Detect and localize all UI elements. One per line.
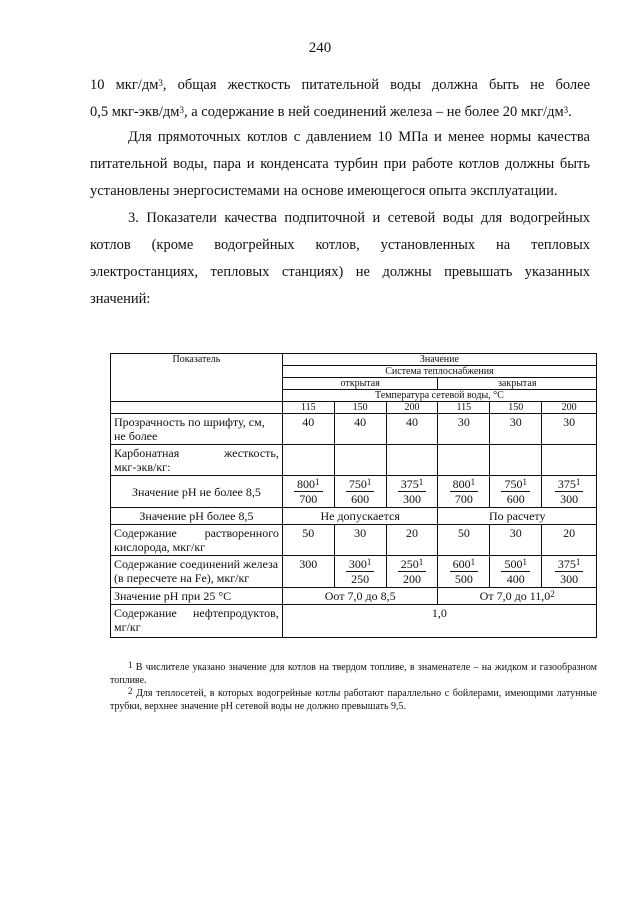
cell-value: 50	[438, 525, 490, 556]
table-row	[111, 605, 597, 638]
cell-value: 30	[334, 525, 386, 556]
cell-value: 30	[542, 414, 597, 445]
table-row	[111, 525, 597, 556]
table-row	[111, 508, 597, 525]
table-header-row	[111, 354, 597, 366]
paragraph2-line2: питательной воды, пара и конденсата турбин при работе котлов должны быть	[90, 156, 590, 172]
row-label	[111, 445, 283, 476]
header-system: Система теплоснабжения	[282, 366, 596, 378]
footnote-1-mark: 1	[128, 660, 133, 670]
paragraph1-line2	[90, 99, 590, 126]
cell-value: По расчету	[438, 508, 597, 525]
header-closed: закрытая	[438, 378, 597, 390]
cell-fraction: $\frac{375^1}{300}$	[386, 476, 438, 508]
footnote-1-text: В числителе указано значение для котлов на твердом топливе, в знаменателе – на жидком и газообразном топливе.	[110, 662, 597, 686]
carbonate-a: Карбонатная	[114, 446, 180, 460]
cell-value: 1,0	[282, 605, 596, 638]
carbonate-b: жесткость,	[223, 446, 279, 460]
paragraph3-line3: электростанциях, тепловых станциях) не должны превышать указанных	[90, 264, 590, 280]
footnote-1	[110, 661, 597, 687]
cell-empty	[542, 445, 597, 476]
cell-fraction: $\frac{800^1}{700}$	[438, 476, 490, 508]
cell-value: Не допускается	[282, 508, 438, 525]
cell-empty	[438, 445, 490, 476]
temp-cell: 200	[542, 402, 597, 414]
row-label: Значение pH не более 8,5	[111, 476, 283, 508]
paragraph-boiler-feedwater	[90, 72, 590, 126]
p1-l2-sup1: 3	[179, 105, 184, 115]
cell-fraction: $\frac{375^1}{300}$	[542, 476, 597, 508]
temp-cell: 115	[282, 402, 334, 414]
paragraph2-line3: установлены энергосистемами на основе имеющегося опыта эксплуатации.	[90, 183, 558, 199]
footnote-2-mark: 2	[128, 686, 133, 696]
cell-value: 20	[542, 525, 597, 556]
p1-l2-b: , а содержание в ней соединений железа – не более 20 мкг/дм	[183, 104, 564, 120]
carbonate-label-line	[114, 446, 279, 460]
paragraph2-line1: Для прямоточных котлов с давлением 10 МПа и менее нормы качества	[128, 129, 590, 145]
paragraph-hot-water-boilers	[90, 205, 590, 313]
cell-fraction: $\frac{500^1}{400}$	[490, 556, 542, 588]
header-open: открытая	[282, 378, 438, 390]
cell-fraction: $\frac{800^1}{700}$	[282, 476, 334, 508]
row-label: Значение pH при 25 °C	[111, 588, 283, 605]
table-header-row	[111, 402, 597, 414]
footnote-2-text: Для теплосетей, в которых водогрейные котлы работают параллельно с бойлерами, имеющими латунные трубки, верхнее значение pH сетевой воды не должно превышать 9,5.	[110, 688, 597, 712]
cell-value: 300	[282, 556, 334, 588]
header-blank	[111, 402, 283, 414]
water-quality-table	[110, 353, 597, 638]
cell-value: 30	[438, 414, 490, 445]
oxygen-label-line: Содержание растворенного	[114, 526, 279, 540]
table-row	[111, 414, 597, 445]
cell-fraction: $\frac{300^1}{250}$	[334, 556, 386, 588]
paragraph3-line2: котлов (кроме водогрейных котлов, установленных на тепловых	[90, 237, 590, 253]
cell-value: 20	[386, 525, 438, 556]
cell-fraction: $\frac{600^1}{500}$	[438, 556, 490, 588]
cell-value: 50	[282, 525, 334, 556]
cell-value: 30	[490, 525, 542, 556]
cell-fraction: $\frac{375^1}{300}$	[542, 556, 597, 588]
cell-empty	[386, 445, 438, 476]
cell-value: 40	[334, 414, 386, 445]
cell-value: Оот 7,0 до 8,5	[282, 588, 438, 605]
footnote-2	[110, 687, 597, 713]
header-temperature: Температура сетевой воды, °C	[282, 390, 596, 402]
temp-cell: 150	[490, 402, 542, 414]
table-row	[111, 445, 597, 476]
paragraph-once-through-boilers	[90, 124, 590, 205]
header-value: Значение	[282, 354, 596, 366]
cell-value: 40	[386, 414, 438, 445]
table-row	[111, 588, 597, 605]
row-label: Содержание растворенного кислорода, мкг/кг	[111, 525, 283, 556]
oil-label-line: Содержание нефтепродуктов,	[114, 606, 279, 620]
table-row	[111, 476, 597, 508]
row-label: Прозрачность по шрифту, см, не более	[111, 414, 283, 445]
cell-empty	[334, 445, 386, 476]
p1-l1-rest: , общая жесткость питательной воды должна быть не более	[162, 77, 591, 93]
paragraph1-line1	[90, 72, 590, 99]
cell-empty	[282, 445, 334, 476]
paragraph3-line1: 3. Показатели качества подпиточной и сетевой воды для водогрейных	[128, 210, 590, 226]
cell-value: 40	[282, 414, 334, 445]
cell-fraction: $\frac{250^1}{200}$	[386, 556, 438, 588]
p1-l2-a: 0,5 мкг-экв/дм	[90, 104, 180, 120]
header-indicator: Показатель	[111, 354, 283, 402]
p1-l2-c: .	[568, 104, 572, 120]
carbonate-c: мкг-экв/кг:	[114, 460, 171, 474]
p1-l1-sup: 3	[158, 78, 163, 88]
table-row	[111, 556, 597, 588]
cell-fraction: $\frac{750^1}{600}$	[490, 476, 542, 508]
cell-value: 30	[490, 414, 542, 445]
cell-empty	[490, 445, 542, 476]
temp-cell: 115	[438, 402, 490, 414]
p1-l1-a: 10 мкг/дм	[90, 77, 159, 93]
cell-fraction: $\frac{750^1}{600}$	[334, 476, 386, 508]
temp-cell: 150	[334, 402, 386, 414]
temp-cell: 200	[386, 402, 438, 414]
cell-value: От 7,0 до 11,0$^2$	[438, 588, 597, 605]
row-label: Значение pH более 8,5	[111, 508, 283, 525]
row-label: Содержание соединений железа (в пересчете на Fe), мкг/кг	[111, 556, 283, 588]
p1-l2-sup2: 3	[563, 105, 569, 115]
page-number: 240	[308, 40, 332, 56]
row-label: Содержание нефтепродуктов, мг/кг	[111, 605, 283, 638]
paragraph3-line4: значений:	[90, 291, 151, 307]
